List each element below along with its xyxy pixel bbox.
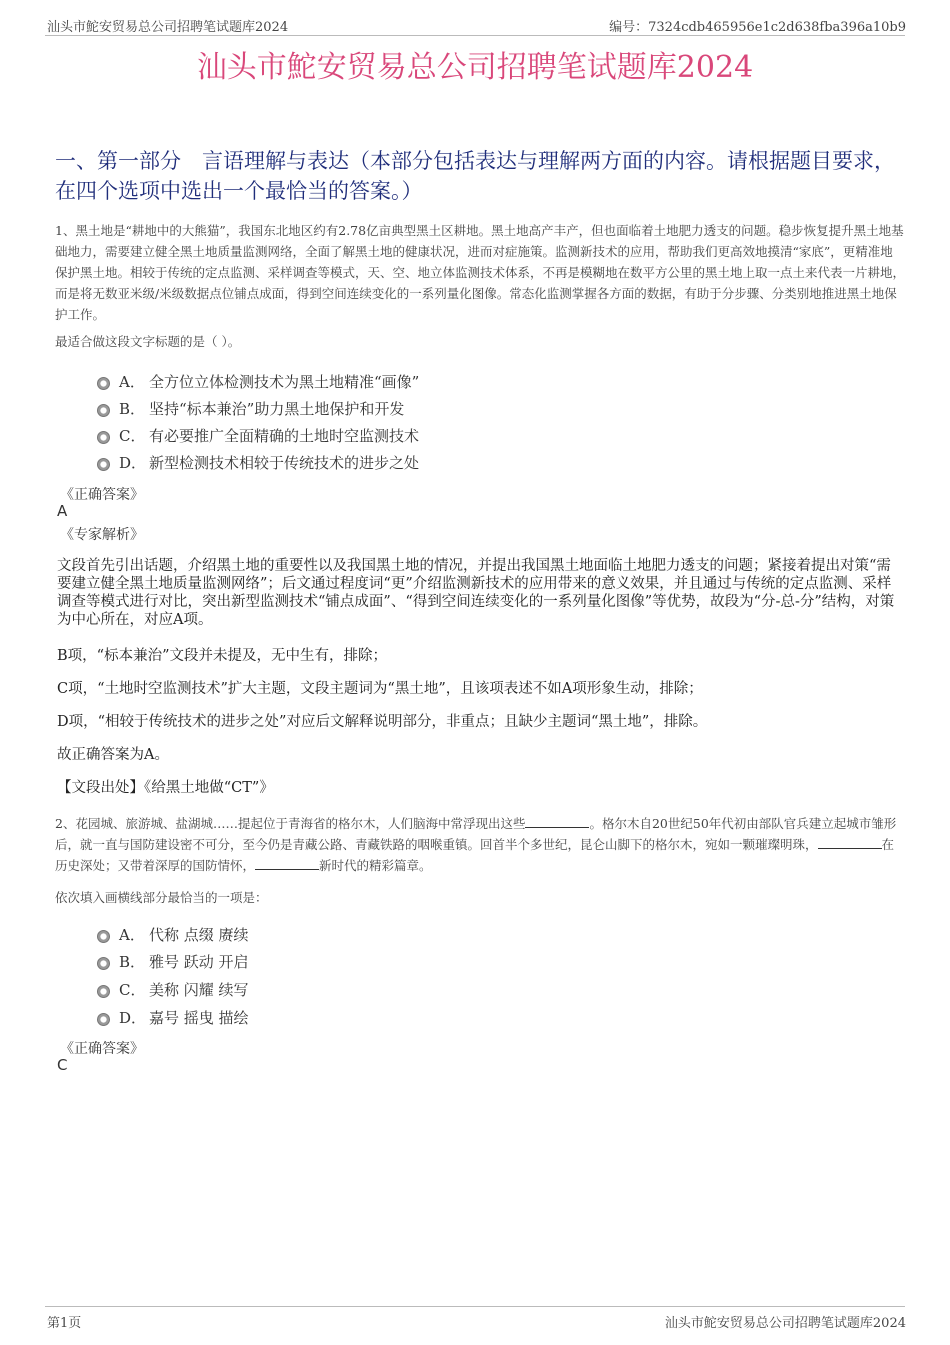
question-1-option-b[interactable] bbox=[97, 398, 404, 419]
question-1-option-d[interactable] bbox=[97, 452, 419, 473]
page-title: 汕头市鮀安贸易总公司招聘笔试题库2024 bbox=[196, 50, 754, 85]
radio-icon[interactable] bbox=[97, 930, 110, 943]
radio-icon[interactable] bbox=[97, 957, 110, 970]
option-letter: B． bbox=[119, 953, 146, 971]
footer-doc-title: 汕头市鮀安贸易总公司招聘笔试题库2024 bbox=[664, 1316, 906, 1331]
analysis-paragraph: B项，“标本兼治”文段并未提及，无中生有，排除； bbox=[57, 648, 387, 664]
analysis-label: 《专家解析》 bbox=[60, 527, 144, 543]
analysis-paragraph: 文段首先引出话题，介绍黑土地的重要性以及我国黑土地的情况，并提出我国黑土地面临土地肥力透支的问题；紧接着提出对策“需要建立健全黑土地质量监测网络”；后文通过程度词“更”介绍监测新技术的应用带来的意义效果，并且通过与传统的定点监测、采样调查等模式进行对比，突出新型监测技术“铺点成面”、“得到空间连续变化的一系列量化图像”等优势，故段为“分-总-分”结构，对策为中心所在，对应A项。 bbox=[57, 558, 895, 628]
question-1-option-c[interactable] bbox=[97, 425, 419, 446]
question-2-option-a[interactable] bbox=[97, 924, 249, 945]
option-text: 嘉号 摇曳 描绘 bbox=[149, 1009, 249, 1027]
analysis-paragraph: C项，“土地时空监测技术”扩大主题，文段主题词为“黑土地”，且该项表述不如A项形象生动，排除； bbox=[57, 681, 703, 697]
option-text: 新型检测技术相较于传统技术的进步之处 bbox=[149, 454, 420, 472]
section-title: 一、第一部分 言语理解与表达（本部分包括表达与理解两方面的内容。请根据题目要求，在四个选项中选出一个最恰当的答案。） bbox=[55, 149, 895, 203]
answer-label: 《正确答案》 bbox=[60, 1041, 144, 1057]
option-text: 代称 点缀 赓续 bbox=[149, 926, 249, 944]
fill-blank[interactable] bbox=[818, 836, 882, 849]
header-divider bbox=[45, 35, 905, 36]
option-text: 全方位立体检测技术为黑土地精准“画像” bbox=[149, 373, 420, 391]
analysis-conclusion: 故正确答案为A。 bbox=[57, 747, 169, 763]
answer-label: 《正确答案》 bbox=[60, 487, 144, 503]
header-doc-id: 编号：7324cdb465956e1c2d638fba396a10b9 bbox=[609, 20, 906, 35]
option-letter: A． bbox=[119, 926, 145, 944]
radio-icon[interactable] bbox=[97, 431, 110, 444]
option-text: 雅号 跃动 开启 bbox=[149, 953, 249, 971]
footer-divider bbox=[45, 1306, 905, 1307]
option-text: 美称 闪耀 续写 bbox=[149, 981, 249, 999]
radio-icon[interactable] bbox=[97, 985, 110, 998]
radio-icon[interactable] bbox=[97, 1013, 110, 1026]
radio-icon[interactable] bbox=[97, 377, 110, 390]
header-doc-title: 汕头市鮀安贸易总公司招聘笔试题库2024 bbox=[47, 20, 289, 35]
answer-value: A bbox=[57, 502, 68, 520]
radio-icon[interactable] bbox=[97, 458, 110, 471]
option-letter: D． bbox=[119, 454, 147, 472]
question-2-option-c[interactable] bbox=[97, 979, 249, 1000]
option-letter: D． bbox=[119, 1009, 147, 1027]
radio-icon[interactable] bbox=[97, 404, 110, 417]
option-letter: C． bbox=[119, 981, 146, 999]
option-letter: B． bbox=[119, 400, 146, 418]
fill-blank[interactable] bbox=[255, 857, 319, 870]
answer-value: C bbox=[57, 1056, 68, 1074]
question-2-option-b[interactable] bbox=[97, 951, 249, 972]
option-text: 有必要推广全面精确的土地时空监测技术 bbox=[149, 427, 420, 445]
question-2-stem: 依次填入画横线部分最恰当的一项是： bbox=[55, 890, 268, 905]
question-2-option-d[interactable] bbox=[97, 1007, 249, 1028]
question-1-stem: 最适合做这段文字标题的是（ ）。 bbox=[55, 334, 241, 349]
option-letter: A． bbox=[119, 373, 145, 391]
question-1-option-a[interactable] bbox=[97, 371, 419, 392]
question-1-text: 1、黑土地是“耕地中的大熊猫”，我国东北地区约有2.78亿亩典型黑土区耕地。黑土地高产丰产，但也面临着土地肥力透支的问题。稳步恢复提升黑土地基础地力，需要建立健全黑土地质量监测网络，全面了解黑土地的健康状况，进而对症施策。监测新技术的应用，帮助我们更高效地摸清“家底”，更精准地保护黑土地。相较于传统的定点监测、采样调查等模式，天、空、地立体监测技术体系，不再是模糊地在数平方公里的黑土地上取一点土来代表一片耕地，而是将无数亚米级/米级数据点位铺点成面，得到空间连续变化的一系列量化图像。常态化监测掌握各方面的数据，有助于分步骤、分类别地推进黑土地保护工作。 bbox=[55, 223, 906, 322]
option-text: 坚持“标本兼治”助力黑土地保护和开发 bbox=[149, 400, 405, 418]
source-citation: 【文段出处】《给黑土地做“CT”》 bbox=[57, 780, 274, 796]
option-letter: C． bbox=[119, 427, 146, 445]
analysis-paragraph: D项，“相较于传统技术的进步之处”对应后文解释说明部分，非重点；且缺少主题词“黑土地”，排除。 bbox=[57, 714, 708, 730]
page-number: 第1页 bbox=[47, 1316, 82, 1331]
question-2-text: 2、花园城、旅游城、盐湖城……提起位于青海省的格尔木，人们脑海中常浮现出这些 。格尔木自20世纪50年代初由部队官兵建立起城市雏形后，就一直与国防建设密不可分，至今仍是青藏公路、青藏铁路的咽喉重镇。回首半个多世纪，昆仑山脚下的格尔木，宛如一颗璀璨明珠， 在历史深处；又带着深厚的国防情怀， 新时代的精彩篇章。 bbox=[55, 816, 897, 873]
fill-blank[interactable] bbox=[525, 815, 589, 828]
